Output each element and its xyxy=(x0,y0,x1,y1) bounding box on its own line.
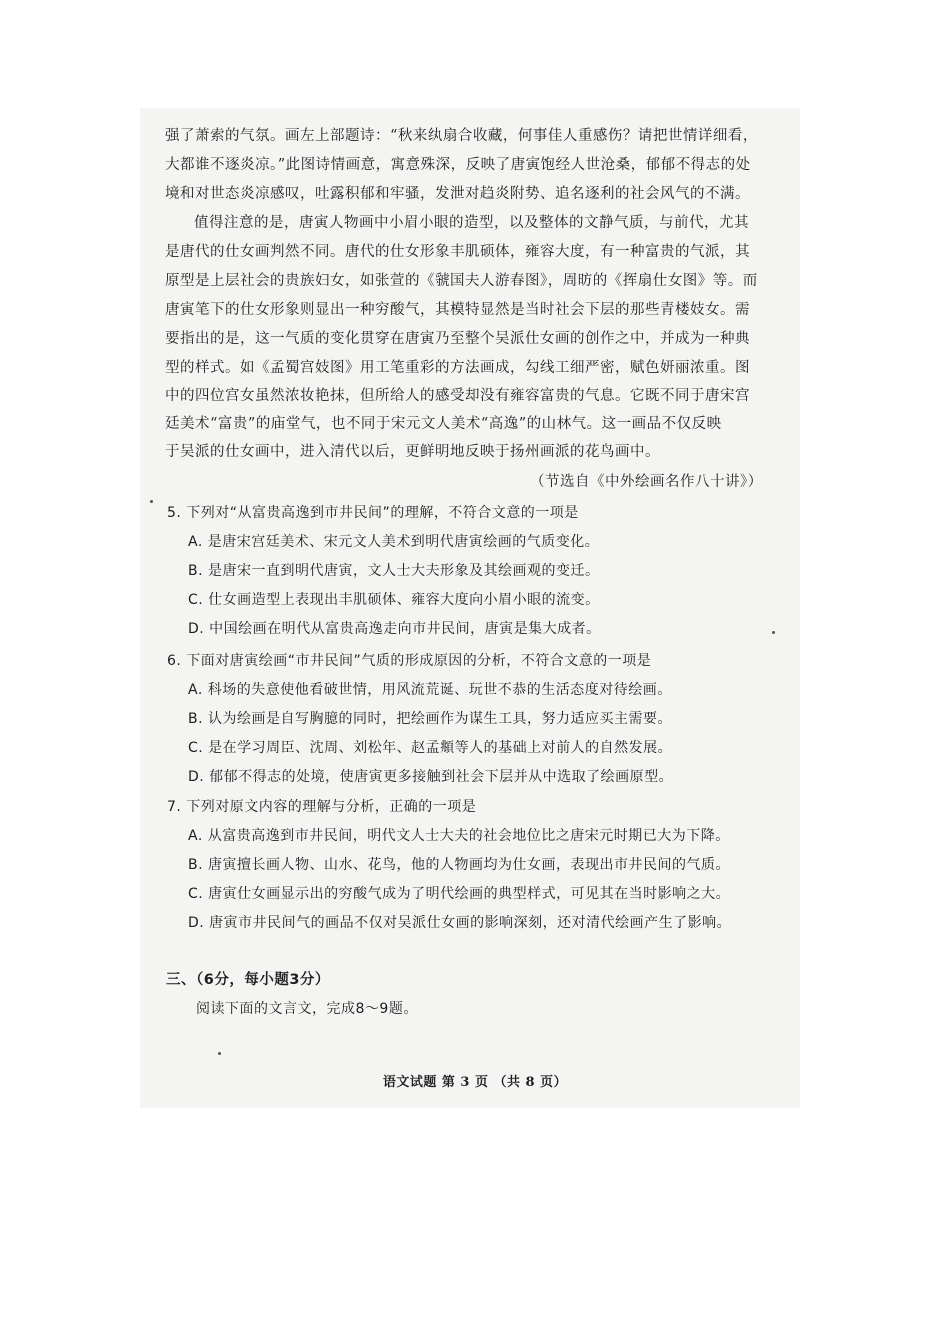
question-stem: 7. 下列对原文内容的理解与分析，正确的一项是 xyxy=(167,799,477,815)
section-instruction: 阅读下面的文言文，完成8～9题。 xyxy=(196,1001,418,1017)
option-c: C. 是在学习周臣、沈周、刘松年、赵孟頫等人的基础上对前人的自然发展。 xyxy=(188,740,673,756)
page-footer: 语文试题 第 3 页 （共 8 页） xyxy=(382,1075,568,1090)
passage-line: 中的四位宫女虽然浓妆艳抹，但所给人的感受却没有雍容富贵的气息。它既不同于唐宋宫 xyxy=(165,388,750,404)
option-b: B. 认为绘画是自写胸臆的同时，把绘画作为谋生工具，努力适应买主需要。 xyxy=(188,711,673,727)
option-c: C. 唐寅仕女画显示出的穷酸气成为了明代绘画的典型样式，可见其在当时影响之大。 xyxy=(188,886,731,902)
passage-line: 大都谁不逐炎凉。”此图诗情画意，寓意殊深，反映了唐寅饱经人世沧桑，郁郁不得志的处 xyxy=(165,157,751,173)
passage-source: （节选自《中外绘画名作八十讲》） xyxy=(530,474,763,490)
passage-line: 是唐代的仕女画判然不同。唐代的仕女形象丰肌硕体，雍容大度，有一种富贵的气派，其 xyxy=(165,244,750,260)
option-b: B. 唐寅擅长画人物、山水、花鸟，他的人物画均为仕女画，表现出市井民间的气质。 xyxy=(188,857,731,873)
option-b: B. 是唐宋一直到明代唐寅，文人士大夫形象及其绘画观的变迁。 xyxy=(188,563,600,579)
option-a: A. 科场的失意使他看破世情，用风流荒诞、玩世不恭的生活态度对待绘画。 xyxy=(188,682,672,698)
passage-line: 强了萧索的气氛。画左上部题诗：“秋来纨扇合收藏，何事佳人重感伤？请把世情详细看， xyxy=(165,128,758,144)
scan-speck xyxy=(150,500,153,503)
scan-speck xyxy=(772,631,775,634)
option-a: A. 从富贵高逸到市井民间，明代文人士大夫的社会地位比之唐宋元时期已大为下降。 xyxy=(188,828,730,844)
passage-line: 于吴派的仕女画中，进入清代以后，更鲜明地反映于扬州画派的花鸟画中。 xyxy=(165,444,660,460)
option-a: A. 是唐宋宫廷美术、宋元文人美术到明代唐寅绘画的气质变化。 xyxy=(188,534,600,550)
option-d: D. 唐寅市井民间气的画品不仅对吴派仕女画的影响深刻，还对清代绘画产生了影响。 xyxy=(188,915,732,931)
question-stem: 6. 下面对唐寅绘画“市井民间”气质的形成原因的分析，不符合文意的一项是 xyxy=(167,653,652,669)
passage-line: 值得注意的是，唐寅人物画中小眉小眼的造型，以及整体的文静气质，与前代，尤其 xyxy=(194,215,749,231)
passage-line: 境和对世态炎凉感叹，吐露积郁和牢骚，发泄对趋炎附势、追名逐利的社会风气的不满。 xyxy=(165,186,750,202)
option-c: C. 仕女画造型上表现出丰肌硕体、雍容大度向小眉小眼的流变。 xyxy=(188,592,600,608)
option-d: D. 郁郁不得志的处境，使唐寅更多接触到社会下层并从中选取了绘画原型。 xyxy=(188,769,674,785)
passage-line: 要指出的是，这一气质的变化贯穿在唐寅乃至整个吴派仕女画的创作之中，并成为一种典 xyxy=(165,331,750,347)
option-d: D. 中国绘画在明代从富贵高逸走向市井民间，唐寅是集大成者。 xyxy=(188,621,601,637)
passage-line: 型的样式。如《孟蜀宫妓图》用工笔重彩的方法画成，勾线工细严密，赋色妍丽浓重。图 xyxy=(165,360,750,376)
question-stem: 5. 下列对“从富贵高逸到市井民间”的理解，不符合文意的一项是 xyxy=(167,505,579,521)
passage-line: 唐寅笔下的仕女形象则显出一种穷酸气，其模特显然是当时社会下层的那些青楼妓女。需 xyxy=(165,302,750,318)
passage-line: 廷美术“富贵”的庙堂气，也不同于宋元文人美术“高逸”的山林气。这一画品不仅反映 xyxy=(165,416,722,432)
section-title: 三、（6分，每小题3分） xyxy=(166,972,330,988)
scan-speck xyxy=(218,1052,221,1055)
passage-line: 原型是上层社会的贵族妇女，如张萱的《虢国夫人游春图》，周昉的《挥扇仕女图》等。而 xyxy=(165,273,758,289)
